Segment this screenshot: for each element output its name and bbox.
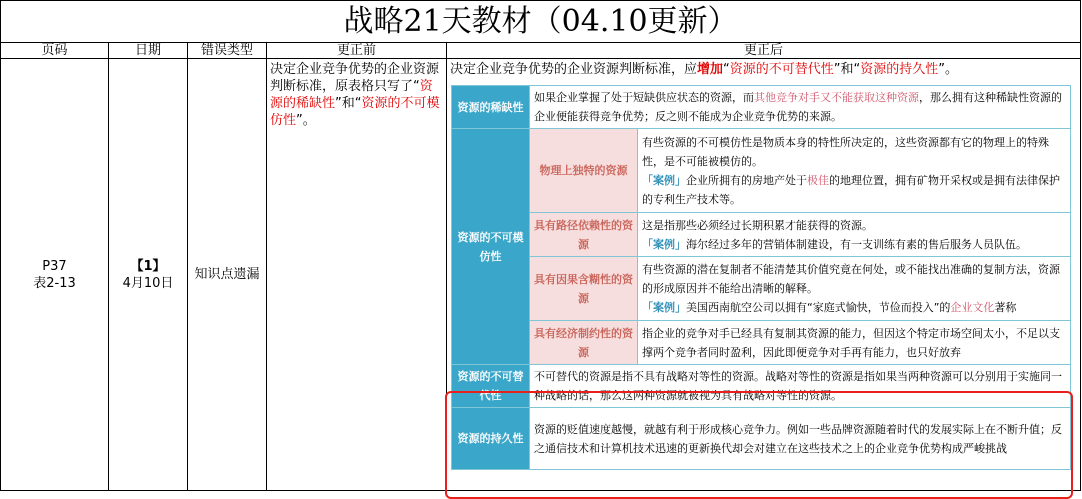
book-row-causal <box>452 257 1071 321</box>
after-text-4: ”。 <box>938 62 959 77</box>
causal-case-b: 著称 <box>994 301 1017 314</box>
header-after[interactable]: 更正后 <box>447 43 1081 59</box>
header-before[interactable]: 更正前 <box>267 43 447 59</box>
case-tag: 「案例」 <box>642 173 686 187</box>
after-text-3: ”和“ <box>833 62 861 77</box>
label-economic: 具有经济制约性的资源 <box>530 321 638 365</box>
case-tag: 「案例」 <box>642 237 686 251</box>
book-row-economic <box>452 321 1071 365</box>
before-text-3: ”。 <box>296 113 316 128</box>
text-path <box>638 213 1071 257</box>
label-irreplaceable: 资源的不可替代性 <box>452 365 530 408</box>
causal-text: 有些资源的潜在复制者不能清楚其价值究竟在何处，或不能找出准确的复制方法，资源的形成原因并不能给出清晰的解释。 <box>642 263 1060 295</box>
label-causal: 具有因果含糊性的资源 <box>530 257 638 321</box>
after-text-1: 决定企业竞争优势的企业资源判断标准，应 <box>450 62 698 77</box>
cell-error-type[interactable] <box>188 59 267 491</box>
date-value: 4月10日 <box>122 275 174 291</box>
case-tag: 「案例」 <box>642 301 686 314</box>
causal-case-a: 美国西南航空公司以拥有“家庭式愉快，节俭而投入”的 <box>686 301 951 314</box>
cell-date[interactable] <box>109 59 188 491</box>
text-irreplaceable: 不可替代的资源是指不具有战略对等性的资源。战略对等性的资源是指如果当两种资源可以分别用于实施同一种战略的话，那么这两种资源就被视为具有战略对等性的资源。 <box>530 365 1071 408</box>
date-index: 【1】 <box>130 258 166 274</box>
before-text-1: 决定企业竞争优势的企业资源判断标准，原表格只写了“ <box>270 62 440 94</box>
header-date[interactable]: 日期 <box>109 43 188 59</box>
label-scarcity: 资源的稀缺性 <box>452 86 530 129</box>
before-inimitable: 资源的不可模仿性 <box>270 96 440 128</box>
label-physical: 物理上独特的资源 <box>530 129 638 213</box>
text-causal <box>638 257 1071 321</box>
cell-after[interactable] <box>447 59 1081 491</box>
label-path: 具有路径依赖性的资源 <box>530 213 638 257</box>
scarcity-highlight: 其他竞争对手又不能获取这种资源 <box>754 91 919 104</box>
cell-before[interactable] <box>267 59 447 491</box>
scarcity-text-b: ，那么拥有这种稀缺性资源的企业便能获得竞争优势；反之则不能成为企业竞争优势的来源。 <box>534 91 1062 123</box>
book-row-scarcity <box>452 86 1071 129</box>
book-row-durability <box>452 408 1071 470</box>
text-scarcity <box>530 86 1071 129</box>
label-inimitable: 资源的不可模仿性 <box>452 129 530 365</box>
book-row-path <box>452 213 1071 257</box>
after-irreplaceable: 资源的不可替代性 <box>729 62 834 77</box>
error-type-text: 知识点遗漏 <box>194 267 260 282</box>
before-scarcity: 资源的稀缺性 <box>270 79 433 111</box>
scarcity-text-a: 如果企业掌握了处于短缺供应状态的资源，而 <box>534 91 754 104</box>
page-number: P37 <box>42 258 67 274</box>
path-text: 这是指那些必须经过长期积累才能获得的资源。 <box>642 218 873 232</box>
physical-case-a: 企业所拥有的房地产处于 <box>686 173 807 187</box>
header-row <box>1 43 1081 59</box>
after-durability: 资源的持久性 <box>860 62 939 77</box>
after-text <box>447 59 1080 79</box>
text-durability: 资源的贬值速度越慢，就越有利于形成核心竞争力。例如一些品牌资源随着时代的发展实际上在不断升值；反之通信技术和计算机技术迅速的更新换代却会对建立在这些技术之上的企业竞争优势构成严峻挑战 <box>530 408 1071 470</box>
after-text-2: “ <box>723 62 730 77</box>
label-durability: 资源的持久性 <box>452 408 530 470</box>
before-text-2: ”和“ <box>335 96 362 111</box>
book-row-physical <box>452 129 1071 213</box>
book-excerpt-image <box>451 85 1071 470</box>
table-row <box>1 59 1081 491</box>
table-number: 表2-13 <box>33 275 76 291</box>
sheet-title: 战略21天教材（04.10更新） <box>1 1 1081 43</box>
book-row-irreplaceable <box>452 365 1071 408</box>
text-economic: 指企业的竞争对手已经具有复制其资源的能力，但因这个特定市场空间太小，不足以支撑两个竞争者同时盈利，因此即便竞争对手再有能力，也只好放弃 <box>638 321 1071 365</box>
physical-case-b: 的地理位置，拥有矿物开采权或是拥有法律保护的专利生产技术等。 <box>642 173 1060 206</box>
causal-case-highlight: 企业文化 <box>950 301 995 314</box>
physical-text: 有些资源的不可模仿性是物质本身的特性所决定的，这些资源都有它的物理上的特殊性，是不可能被模仿的。 <box>642 135 1049 168</box>
header-page[interactable]: 页码 <box>1 43 109 59</box>
path-case: 海尔经过多年的营销体制建设，有一支训练有素的售后服务人员队伍。 <box>686 237 1027 251</box>
physical-case-highlight: 极佳 <box>807 173 829 187</box>
book-table <box>451 85 1071 470</box>
header-error-type[interactable]: 错误类型 <box>188 43 267 59</box>
text-physical <box>638 129 1071 213</box>
after-add: 增加 <box>697 62 724 77</box>
cell-page[interactable] <box>1 59 109 491</box>
